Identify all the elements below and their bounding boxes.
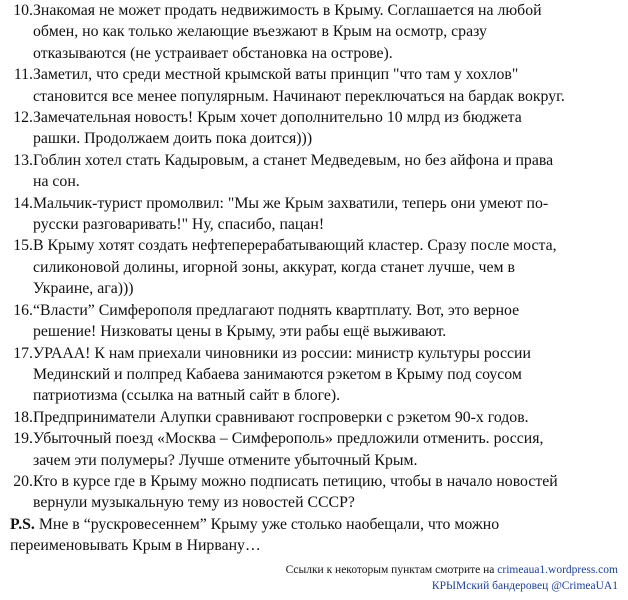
item-number: 14. (13, 194, 33, 212)
item-number: 18. (13, 408, 33, 426)
site-link[interactable]: crimeaua1.wordpress.com (497, 564, 618, 576)
item-text: Кто в курсе где в Крыму можно подписать петицию, чтобы в начало новостей вернули музыкальную тему из новостей СССР? (33, 472, 558, 512)
list-item (0, 343, 628, 407)
twitter-handle-link[interactable]: @CrimeaUA1 (551, 580, 618, 592)
item-text: УРААА! К нам приехали чиновники из россии: министр культуры россии Мединский и полпред Кабаева занимаются рэкетом в Крыму под соусом патриотизма (ссылка на ватный сайт в блоге). (33, 344, 531, 405)
item-number: 17. (13, 344, 33, 362)
author-name: КРЫМский бандеровец (431, 580, 552, 592)
item-text: Заметил, что среди местной крымской ваты принцип "что там у хохлов" становится все менее популярным. Начинают переключаться на бардак вокруг. (33, 66, 565, 105)
author-line (286, 578, 618, 594)
item-number: 20. (13, 472, 33, 490)
item-number: 16. (13, 301, 33, 319)
item-text: “Власти” Симферополя предлагают поднять квартплату. Вот, это верное решение! Низковаты цены в Крыму, эти рабы ещё выживают. (33, 301, 520, 341)
item-number: 11. (13, 66, 33, 84)
list-item (0, 107, 628, 150)
postscript-label: P.S. (10, 516, 35, 533)
links-prefix: Ссылки к некоторым пунктам смотрите на (285, 564, 498, 576)
item-number: 19. (13, 430, 33, 448)
postscript (10, 514, 620, 557)
item-text: В Крыму хотят создать нефтеперерабатывающий кластер. Сразу после моста, силиконовой долины, игорной зоны, аккурат, когда станет лучше, чем в Украине, ага))) (33, 237, 557, 298)
links-note (286, 562, 618, 578)
item-number: 10. (13, 2, 33, 19)
list-item (0, 150, 628, 193)
postscript-text: Мне в “рускровесеннем” Крыму уже столько наобещали, что можно переименовывать Крым в Нирвану… (10, 516, 500, 555)
list-item (0, 407, 628, 428)
list-item (0, 64, 628, 107)
item-text: Предприниматели Алупки сравнивают госпроверки с рэкетом 90-х годов. (33, 408, 529, 426)
list-item (0, 428, 628, 471)
item-text: Мальчик-турист промолвил: "Мы же Крым захватили, теперь они умеют по- русски разговаривать!" Ну, спасибо, пацан! (33, 194, 549, 234)
list-item (0, 0, 628, 64)
item-number: 15. (13, 237, 33, 255)
item-number: 13. (13, 151, 33, 169)
item-text: Знакомая не может продать недвижимость в Крыму. Соглашается на любой обмен, но как только желающие въезжают в Крым на осмотр, сразу отказываются (не устраивает обстановка на острове). (33, 2, 542, 62)
list-item (0, 193, 628, 236)
item-text: Замечательная новость! Крым хочет дополнительно 10 млрд из бюджета рашки. Продолжаем доить пока доится))) (33, 109, 522, 148)
list-item (0, 300, 628, 343)
item-text: Убыточный поезд «Москва – Симферополь» предложили отменить. россия, зачем эти полумеры? Лучше отмените убыточный Крым. (33, 430, 544, 469)
item-text: Гоблин хотел стать Кадыровым, а станет Медведевым, но без айфона и права на сон. (33, 151, 554, 191)
list-item (0, 471, 628, 514)
list-item (0, 235, 628, 299)
item-number: 12. (13, 109, 33, 127)
footer (286, 562, 618, 594)
